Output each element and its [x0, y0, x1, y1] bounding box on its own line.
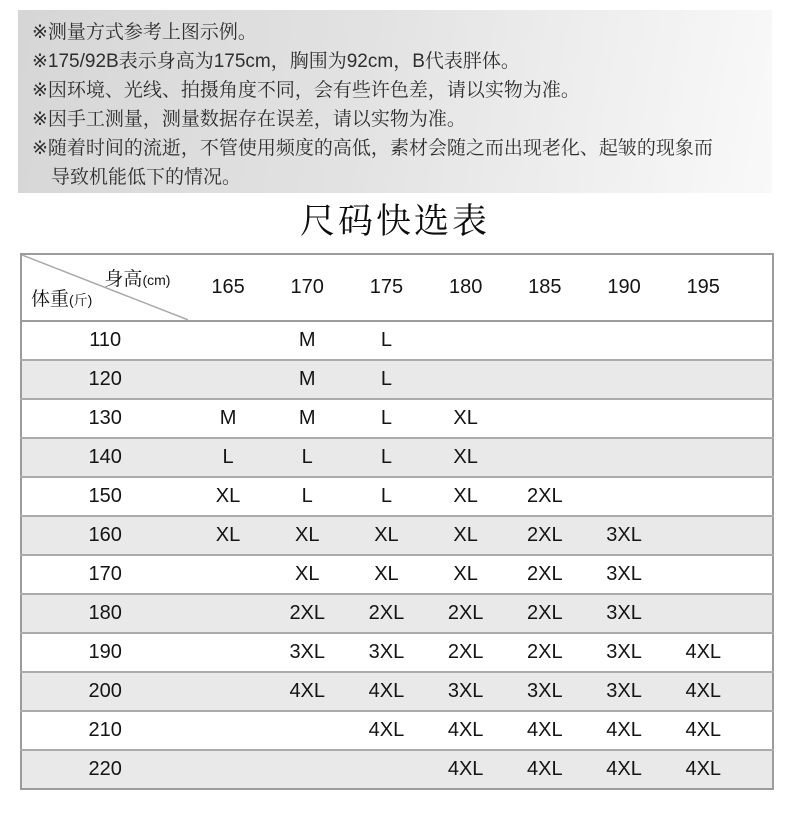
size-cell: L	[347, 477, 426, 516]
size-cell: 4XL	[584, 750, 663, 789]
size-cell	[188, 711, 267, 750]
size-cell: L	[347, 438, 426, 477]
size-cell	[664, 477, 743, 516]
size-cell	[505, 399, 584, 438]
notice-item: ※因环境、光线、拍摄角度不同，会有些许色差，请以实物为准。	[32, 80, 580, 101]
weight-cell: 160	[21, 516, 188, 555]
row-spacer-cell	[743, 477, 773, 516]
size-cell	[268, 711, 347, 750]
size-cell: XL	[426, 516, 505, 555]
table-row	[21, 711, 773, 750]
size-cell: 4XL	[347, 711, 426, 750]
size-cell	[188, 750, 267, 789]
row-spacer-cell	[743, 711, 773, 750]
notice-item: ※175/92B表示身高为175cm，胸围为92cm，B代表胖体。	[32, 51, 520, 72]
size-cell: L	[347, 321, 426, 360]
size-cell: 4XL	[505, 750, 584, 789]
height-col-header: 170	[268, 254, 347, 321]
size-cell: 4XL	[505, 711, 584, 750]
table-row	[21, 672, 773, 711]
size-cell	[664, 399, 743, 438]
table-row	[21, 555, 773, 594]
size-cell: 3XL	[584, 555, 663, 594]
size-cell: 3XL	[584, 672, 663, 711]
size-cell	[664, 516, 743, 555]
size-cell: M	[268, 321, 347, 360]
size-table	[20, 253, 774, 790]
weight-cell: 170	[21, 555, 188, 594]
size-cell: 2XL	[505, 516, 584, 555]
row-spacer-cell	[743, 672, 773, 711]
height-col-header: 165	[188, 254, 267, 321]
size-cell: 4XL	[268, 672, 347, 711]
notice-item: ※因手工测量，测量数据存在误差，请以实物为准。	[32, 109, 466, 130]
size-cell: 2XL	[268, 594, 347, 633]
size-cell: 3XL	[505, 672, 584, 711]
weight-cell: 190	[21, 633, 188, 672]
weight-cell: 200	[21, 672, 188, 711]
weight-cell: 220	[21, 750, 188, 789]
size-cell: 4XL	[426, 711, 505, 750]
size-cell: 2XL	[426, 633, 505, 672]
height-axis-unit: (cm)	[142, 272, 171, 288]
size-cell	[426, 360, 505, 399]
weight-cell: 180	[21, 594, 188, 633]
corner-cell	[21, 254, 188, 321]
table-body	[21, 321, 773, 789]
size-cell	[188, 672, 267, 711]
size-cell: XL	[188, 477, 267, 516]
size-cell: L	[268, 438, 347, 477]
table-row	[21, 750, 773, 789]
row-spacer-cell	[743, 321, 773, 360]
row-spacer-cell	[743, 516, 773, 555]
size-cell: 2XL	[426, 594, 505, 633]
size-cell: 2XL	[505, 477, 584, 516]
notice-box	[18, 10, 772, 193]
row-spacer-cell	[743, 633, 773, 672]
size-cell: 3XL	[268, 633, 347, 672]
size-cell	[188, 360, 267, 399]
size-cell: 4XL	[347, 672, 426, 711]
size-cell: 3XL	[584, 516, 663, 555]
size-cell	[664, 321, 743, 360]
weight-axis-label	[31, 284, 92, 311]
table-row	[21, 438, 773, 477]
size-cell: L	[188, 438, 267, 477]
header-spacer-cell	[743, 254, 773, 321]
size-cell	[505, 360, 584, 399]
height-axis-text: 身高	[104, 269, 143, 290]
size-cell	[664, 594, 743, 633]
row-spacer-cell	[743, 438, 773, 477]
size-cell: 4XL	[664, 711, 743, 750]
size-cell: 2XL	[505, 633, 584, 672]
weight-cell: 110	[21, 321, 188, 360]
weight-axis-unit: (斤)	[69, 292, 93, 308]
size-cell: XL	[268, 516, 347, 555]
size-cell: 2XL	[347, 594, 426, 633]
size-cell: XL	[347, 516, 426, 555]
row-spacer-cell	[743, 594, 773, 633]
size-cell	[188, 321, 267, 360]
size-cell: XL	[426, 477, 505, 516]
size-cell	[268, 750, 347, 789]
table-row	[21, 516, 773, 555]
height-col-header: 175	[347, 254, 426, 321]
size-cell: XL	[426, 438, 505, 477]
size-cell: XL	[347, 555, 426, 594]
row-spacer-cell	[743, 750, 773, 789]
size-cell	[426, 321, 505, 360]
size-cell: XL	[426, 399, 505, 438]
size-cell	[584, 438, 663, 477]
size-cell: L	[268, 477, 347, 516]
size-cell: 4XL	[426, 750, 505, 789]
table-header-row	[21, 254, 773, 321]
row-spacer-cell	[743, 399, 773, 438]
size-cell	[347, 750, 426, 789]
size-cell: 4XL	[664, 750, 743, 789]
size-cell: 3XL	[426, 672, 505, 711]
size-cell: 2XL	[505, 594, 584, 633]
size-cell	[584, 321, 663, 360]
height-col-header: 180	[426, 254, 505, 321]
size-cell	[188, 555, 267, 594]
size-cell: M	[188, 399, 267, 438]
table-row	[21, 477, 773, 516]
size-cell: 3XL	[584, 633, 663, 672]
size-cell: 2XL	[505, 555, 584, 594]
row-spacer-cell	[743, 360, 773, 399]
weight-cell: 130	[21, 399, 188, 438]
table-row	[21, 321, 773, 360]
weight-cell: 120	[21, 360, 188, 399]
size-cell: XL	[188, 516, 267, 555]
size-cell: 3XL	[584, 594, 663, 633]
notice-item: ※随着时间的流逝，不管使用频度的高低，素材会随之而出现老化、起皱的现象而导致机能低下的情况。	[32, 138, 713, 188]
height-axis-label	[104, 264, 170, 291]
notice-item: ※测量方式参考上图示例。	[32, 22, 257, 43]
size-table-title: 尺码快选表	[299, 202, 490, 241]
size-cell	[664, 438, 743, 477]
size-cell	[505, 438, 584, 477]
size-cell: L	[347, 360, 426, 399]
weight-cell: 210	[21, 711, 188, 750]
size-cell	[188, 633, 267, 672]
size-cell: M	[268, 360, 347, 399]
size-cell	[584, 399, 663, 438]
size-cell: 4XL	[664, 672, 743, 711]
weight-cell: 140	[21, 438, 188, 477]
weight-cell: 150	[21, 477, 188, 516]
height-col-header: 185	[505, 254, 584, 321]
size-cell	[188, 594, 267, 633]
size-cell: 3XL	[347, 633, 426, 672]
notice-list	[32, 18, 728, 192]
height-col-header: 190	[584, 254, 663, 321]
size-cell: 4XL	[584, 711, 663, 750]
size-cell: XL	[426, 555, 505, 594]
size-cell: L	[347, 399, 426, 438]
table-row	[21, 594, 773, 633]
table-row	[21, 633, 773, 672]
size-cell	[505, 321, 584, 360]
size-cell: M	[268, 399, 347, 438]
size-cell	[664, 555, 743, 594]
table-row	[21, 360, 773, 399]
size-cell: 4XL	[664, 633, 743, 672]
size-cell	[664, 360, 743, 399]
size-cell	[584, 477, 663, 516]
size-cell	[584, 360, 663, 399]
table-row	[21, 399, 773, 438]
size-cell: XL	[268, 555, 347, 594]
row-spacer-cell	[743, 555, 773, 594]
height-col-header: 195	[664, 254, 743, 321]
weight-axis-text: 体重	[31, 289, 70, 310]
